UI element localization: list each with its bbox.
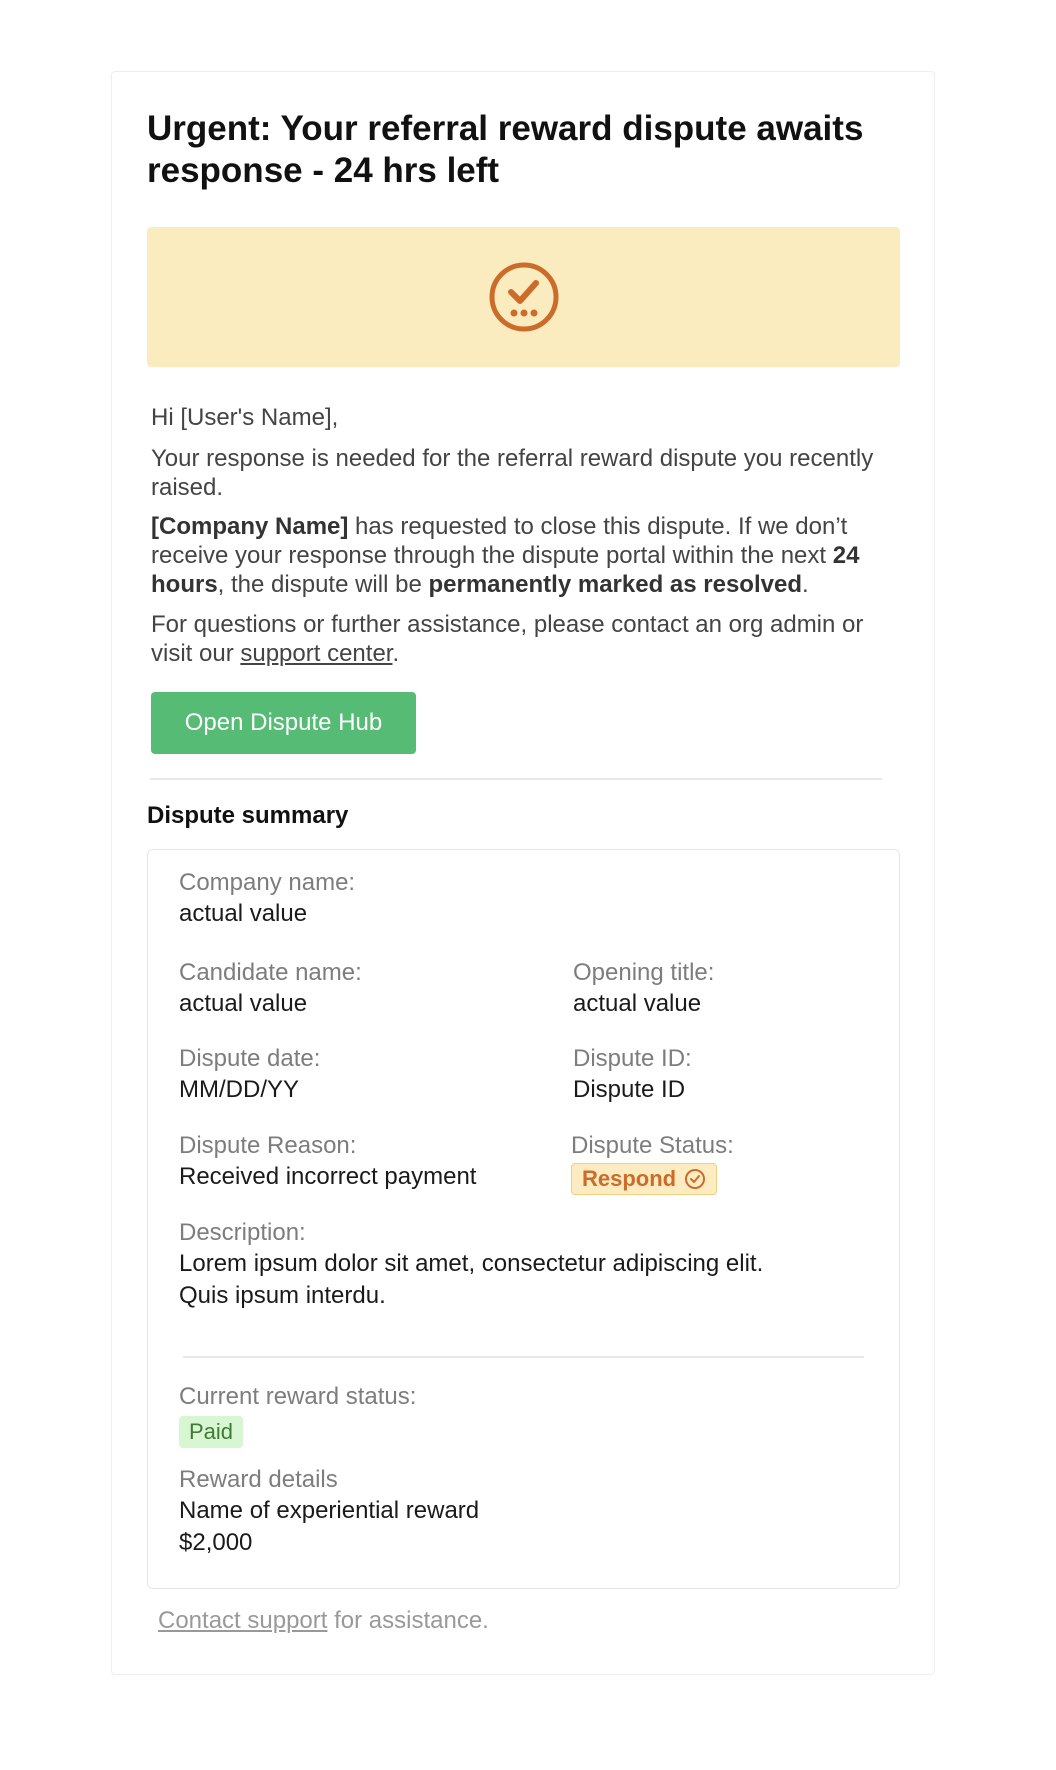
- intro-paragraph: Your response is needed for the referral reward dispute you recently raised.: [151, 445, 874, 501]
- dispute-summary-box: [147, 849, 900, 1589]
- dispute-close-paragraph: [Company Name] has requested to close this dispute. If we don’t receive your response through the dispute portal within the next 24 hours, the dispute will be permanently marked as resolved.: [151, 513, 860, 598]
- greeting: Hi [User's Name],: [151, 404, 339, 431]
- dispute-status-field: Dispute Status: Respond: [571, 1131, 734, 1195]
- divider: [150, 778, 882, 780]
- description-field: Description: Lorem ipsum dolor sit amet, consectetur adipiscing elit. Quis ipsum interdu.: [179, 1219, 764, 1309]
- candidate-name-field: Candidate name: actual value: [179, 959, 362, 1017]
- dispute-date-field: Dispute date: MM/DD/YY: [179, 1045, 321, 1103]
- dispute-id-field: Dispute ID: Dispute ID: [573, 1045, 692, 1103]
- company-name-field: Company name: actual value: [179, 869, 356, 927]
- reward-details-field: Reward details Name of experiential reward $2,000: [179, 1466, 480, 1556]
- footer-text: Contact support for assistance.: [158, 1607, 489, 1634]
- check-pending-icon: [486, 259, 562, 335]
- support-center-link[interactable]: support center: [240, 640, 393, 667]
- dispute-summary-heading: Dispute summary: [147, 802, 349, 829]
- header-banner: [147, 227, 900, 367]
- open-dispute-hub-button[interactable]: Open Dispute Hub: [151, 692, 416, 754]
- opening-title-field: Opening title: actual value: [573, 959, 715, 1017]
- contact-support-link[interactable]: Contact support: [158, 1607, 328, 1634]
- email-card: [111, 71, 935, 1675]
- summary-divider: [183, 1356, 864, 1358]
- email-title: Urgent: Your referral reward dispute awaits response - 24 hrs left: [147, 109, 864, 190]
- check-circle-icon: [684, 1168, 706, 1190]
- reward-status-field: Current reward status: Paid: [179, 1382, 416, 1448]
- status-badge-paid: Paid: [179, 1416, 243, 1448]
- status-badge-respond: Respond: [571, 1163, 717, 1195]
- dispute-reason-field: Dispute Reason: Received incorrect payment: [179, 1132, 477, 1190]
- company-name-text: [Company Name]: [151, 513, 349, 540]
- assistance-paragraph: For questions or further assistance, please contact an org admin or visit our support center.: [151, 611, 864, 667]
